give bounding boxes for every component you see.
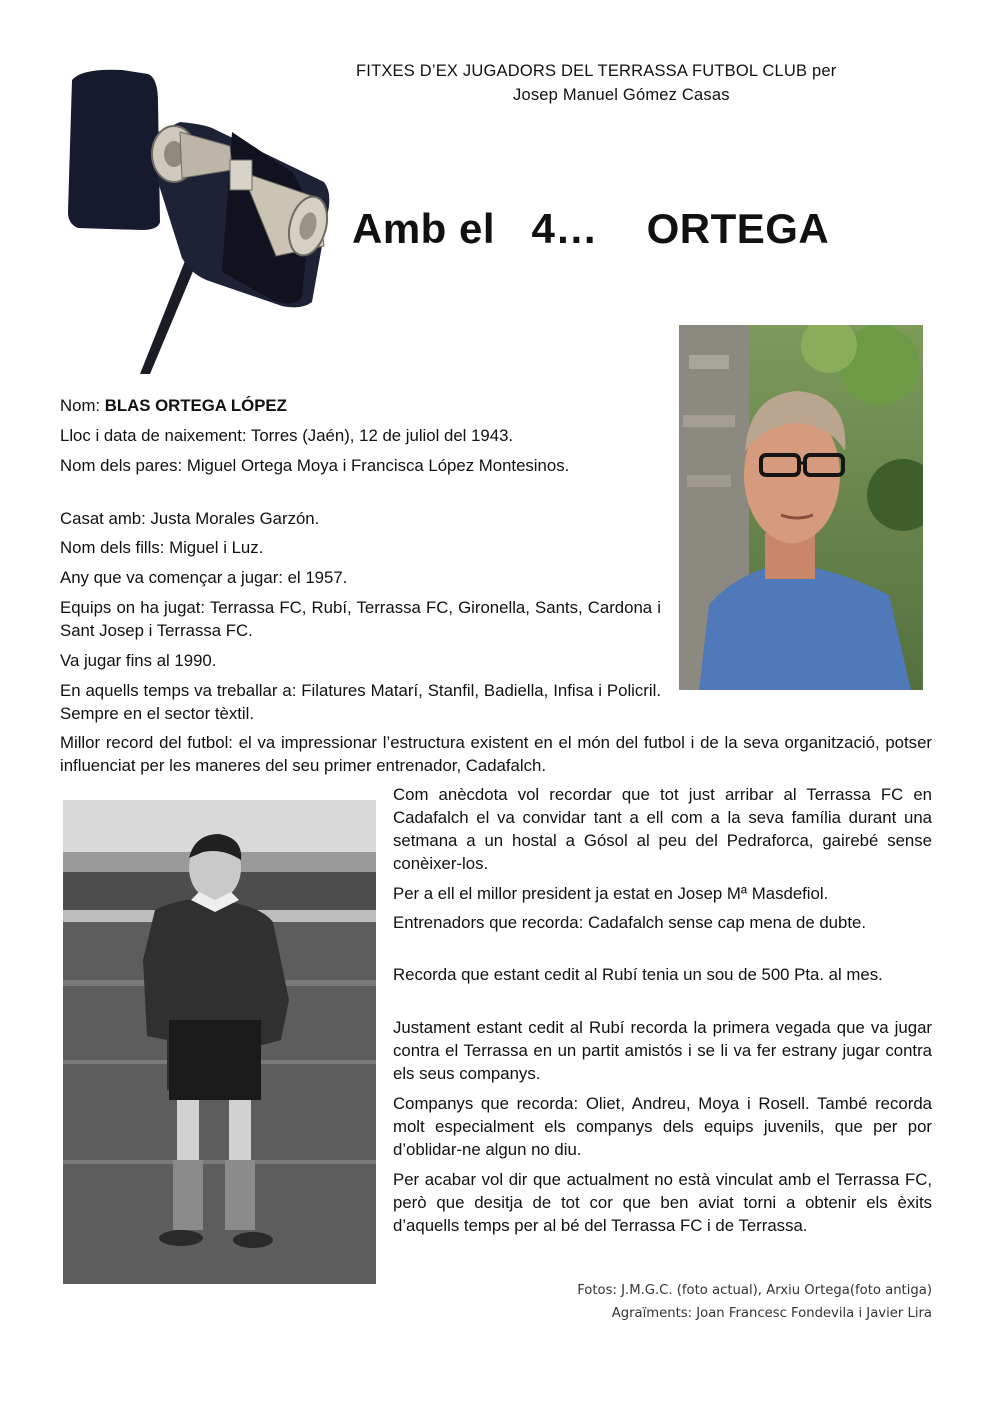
loudspeaker-icon [62, 62, 342, 374]
anecdote-3: Entrenadors que recorda: Cadafalch sense cap mena de dubte. [393, 913, 866, 932]
credits [577, 1279, 932, 1325]
profile-birth: Lloc i data de naixement: Torres (Jaén), 12 de juliol del 1943. [60, 426, 514, 445]
header-author: Josep Manuel Gómez Casas [513, 86, 730, 104]
portrait-current-photo [679, 325, 923, 690]
anecdote-6: Companys que recorda: Oliet, Andreu, Moya i Rosell. També recorda molt especialment els companys dels equips juvenils, que per por d’oblidar-ne algun no diu. [393, 1094, 932, 1159]
profile-played-until: Va jugar fins al 1990. [60, 651, 217, 670]
acknowledgements: Agraïments: Joan Francesc Fondevila i Javier Lira [611, 1306, 932, 1321]
anecdote-4: Recorda que estant cedit al Rubí tenia un sou de 500 Pta. al mes. [393, 965, 883, 984]
profile-best-memory: Millor record del futbol: el va impressionar l’estructura existent en el món del futbol i de la seva organització, potser influenciat per les maneres del seu primer entrenador, Cadafalch. [60, 733, 932, 775]
profile-teams: Equips on ha jugat: Terrassa FC, Rubí, Terrassa FC, Gironella, Sants, Cardona i Sant Josep i Terrassa FC. [60, 598, 661, 640]
profile-parents: Nom dels pares: Miguel Ortega Moya i Francisca López Montesinos. [60, 456, 570, 475]
profile-children: Nom dels fills: Miguel i Luz. [60, 538, 264, 557]
profile-spouse: Casat amb: Justa Morales Garzón. [60, 509, 320, 528]
header-title: FITXES D’EX JUGADORS DEL TERRASSA FUTBOL CLUB per [356, 62, 837, 80]
profile-start-year: Any que va començar a jugar: el 1957. [60, 568, 348, 587]
name-value: BLAS ORTEGA LÓPEZ [104, 396, 287, 415]
photo-credits: Fotos: J.M.G.C. (foto actual), Arxiu Ortega(foto antiga) [577, 1283, 932, 1298]
anecdote-1: Com anècdota vol recordar que tot just arribar al Terrassa FC en Cadafalch el va convidar tant a ell com a la seva família durant una setmana a un hostal a Gósol al peu del Pedraforca, gairebé sense conèixer-los. [393, 785, 932, 873]
anecdote-7: Per acabar vol dir que actualment no està vinculat amb el Terrassa FC, però que desitja de tot cor que ben aviat torni a obtenir els èxits d’aquells temps per al bé del Terrassa FC i de Terrassa. [393, 1170, 932, 1235]
profile-work: En aquells temps va treballar a: Filatures Matarí, Stanfil, Badiella, Infisa i Policril. Sempre en el sector tèxtil. [60, 681, 661, 723]
anecdote-2: Per a ell el millor president ja estat en Josep Mª Masdefiol. [393, 884, 829, 903]
name-label: Nom: [60, 396, 105, 415]
profile-name [60, 394, 661, 417]
anecdote-5: Justament estant cedit al Rubí recorda la primera vegada que va jugar contra el Terrassa en un partit amistós i se li va fer estrany jugar contra els seus companys. [393, 1018, 932, 1083]
page-title: Amb el 4… ORTEGA [352, 205, 830, 252]
player-vintage-photo [63, 800, 376, 1284]
